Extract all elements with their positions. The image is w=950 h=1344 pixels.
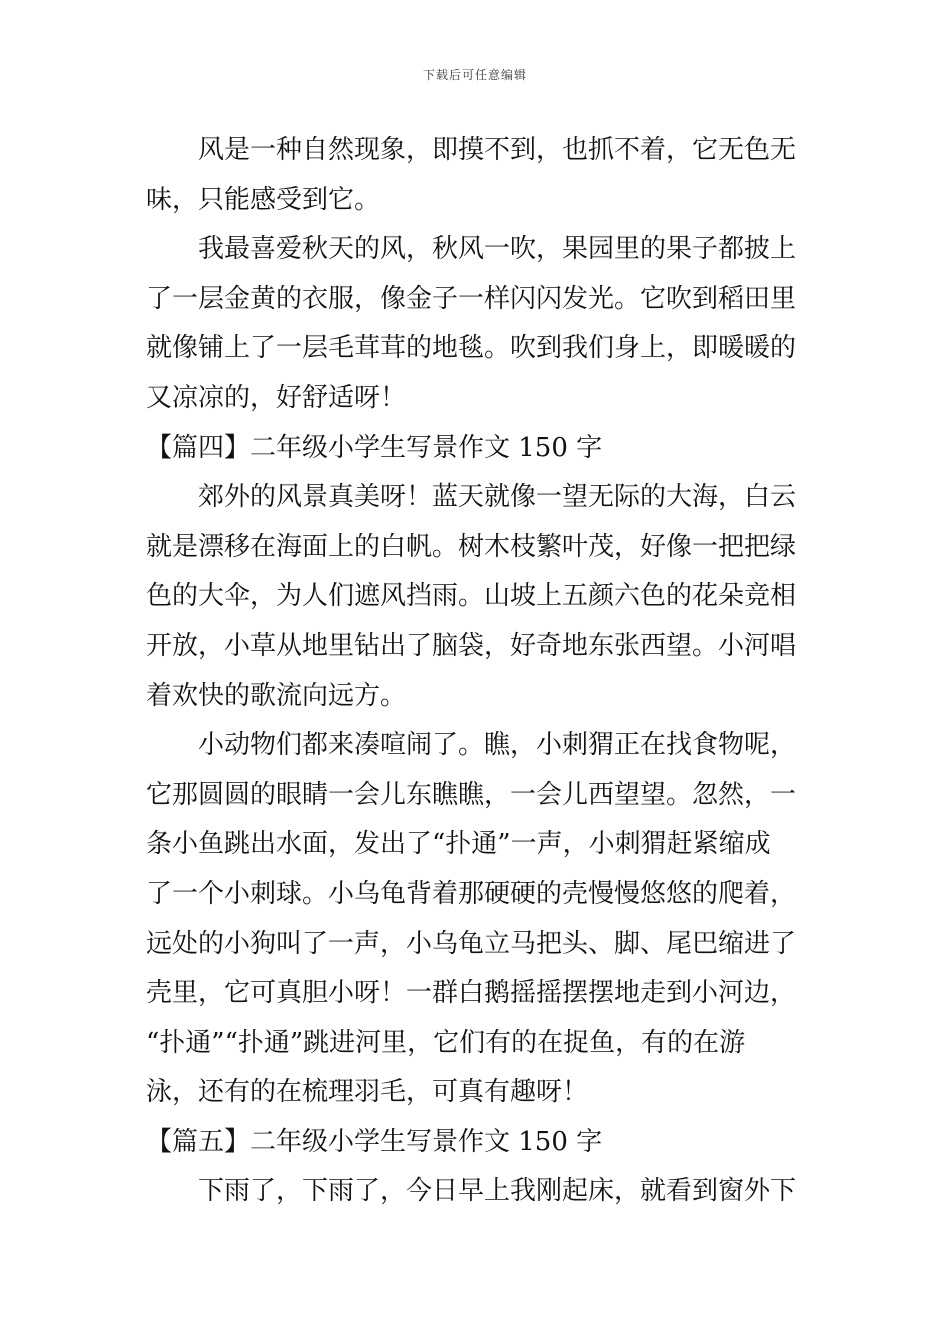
header-note: 下载后可任意编辑 [422, 68, 527, 82]
text-line: 郊外的风景真美呀！蓝天就像一望无际的大海，白云 [198, 482, 797, 513]
paragraph-suburb-scenery [146, 473, 806, 721]
text-line: 远处的小狗叫了一声，小乌龟立马把头、脚、尾巴缩进了 [146, 928, 797, 959]
text-line: 开放，小草从地里钻出了脑袋，好奇地东张西望。小河唱 [146, 630, 797, 661]
text-line: 又凉凉的，好舒适呀！ [146, 382, 407, 413]
text-line: 了一个小刺球。小乌龟背着那硬硬的壳慢慢悠悠的爬着， [146, 878, 797, 909]
text-line: 壳里，它可真胆小呀！一群白鹅摇摇摆摆地走到小河边， [146, 978, 797, 1009]
text-line: 色的大伞，为人们遮风挡雨。山坡上五颜六色的花朵竞相 [146, 581, 797, 612]
text-line: 它那圆圆的眼睛一会儿东瞧瞧，一会儿西望望。忽然，一 [146, 779, 797, 810]
text-line: 泳，还有的在梳理羽毛，可真有趣呀！ [146, 1077, 589, 1108]
text-line: 味，只能感受到它。 [146, 184, 381, 215]
text-line: 风是一种自然现象，即摸不到，也抓不着，它无色无 [198, 135, 797, 165]
text-line: 下雨了，下雨了，今日早上我刚起床，就看到窗外下 [198, 1176, 797, 1207]
text-line: 着欢快的歌流向远方。 [146, 680, 407, 711]
section-heading-four: 【篇四】二年级小学生写景作文 150 字 [146, 432, 603, 463]
text-line: 我最喜爱秋天的风，秋风一吹，果园里的果子都披上 [198, 234, 797, 265]
paragraph-little-animals [146, 721, 806, 1118]
text-line: 就是漂移在海面上的白帆。树木枝繁叶茂，好像一把把绿 [146, 531, 797, 562]
text-line: 条小鱼跳出水面，发出了“扑通”一声，小刺猬赶紧缩成 [146, 829, 771, 860]
paragraph-wind-intro [146, 126, 806, 225]
document-body [146, 126, 806, 1217]
paragraph-rain [146, 1167, 806, 1217]
text-line: “扑通”“扑通”跳进河里，它们有的在捉鱼，有的在游 [146, 1027, 746, 1058]
text-line: 就像铺上了一层毛茸茸的地毯。吹到我们身上，即暖暖的 [146, 333, 797, 364]
paragraph-autumn-wind [146, 225, 806, 423]
text-line: 了一层金黄的衣服，像金子一样闪闪发光。它吹到稻田里 [146, 283, 797, 314]
text-line: 小动物们都来凑喧闹了。瞧，小刺猬正在找食物呢， [198, 730, 797, 761]
section-heading-five: 【篇五】二年级小学生写景作文 150 字 [146, 1126, 603, 1157]
